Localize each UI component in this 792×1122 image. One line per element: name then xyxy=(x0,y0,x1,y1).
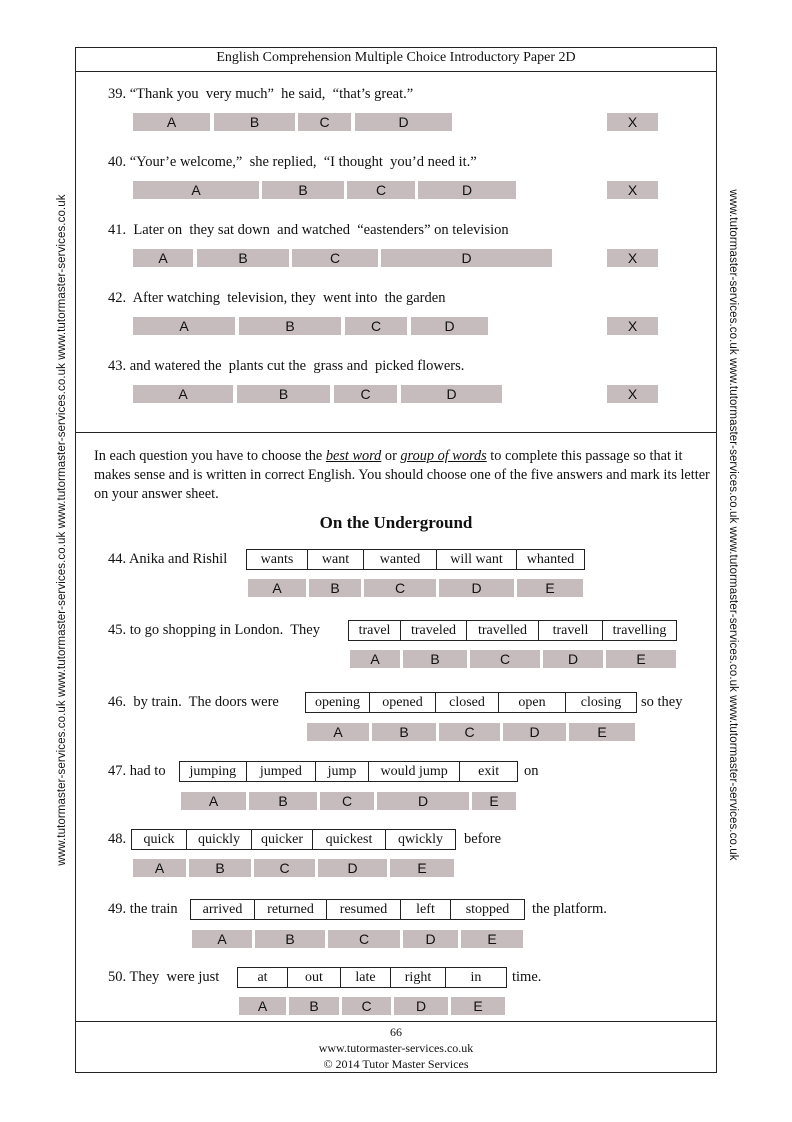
section-divider xyxy=(75,432,717,433)
letter-e[interactable]: E xyxy=(390,859,454,877)
letter-a[interactable]: A xyxy=(307,723,369,741)
question-lead: 45. to go shopping in London. They xyxy=(108,622,320,638)
letter-e[interactable]: E xyxy=(606,650,676,668)
side-watermark-left: www.tutormaster-services.co.uk www.tutormaster-services.co.uk www.tutormaster-services.co.uk www.tutormaster-services.co.uk xyxy=(56,194,68,866)
choice-c[interactable]: C xyxy=(347,181,415,199)
choice-x[interactable]: X xyxy=(607,181,658,199)
option-e[interactable]: qwickly xyxy=(397,832,444,847)
question-after: the platform. xyxy=(532,901,607,917)
option-a[interactable]: wants xyxy=(247,550,308,569)
letter-c[interactable]: C xyxy=(328,930,400,948)
letter-e[interactable]: E xyxy=(451,997,505,1015)
letter-e[interactable]: E xyxy=(461,930,523,948)
letter-b[interactable]: B xyxy=(289,997,339,1015)
choice-b[interactable]: B xyxy=(197,249,289,267)
option-group xyxy=(246,549,585,570)
letter-e[interactable]: E xyxy=(569,723,635,741)
option-a[interactable]: travel xyxy=(349,621,401,640)
question-text: 40. “Your’e welcome,” she replied, “I thought you’d need it.” xyxy=(108,154,477,170)
choice-a[interactable]: A xyxy=(133,113,210,131)
choice-d[interactable]: D xyxy=(401,385,502,403)
choice-d[interactable]: D xyxy=(355,113,452,131)
choice-b[interactable]: B xyxy=(214,113,295,131)
letter-a[interactable]: A xyxy=(239,997,286,1015)
letter-d[interactable]: D xyxy=(377,792,469,810)
option-group xyxy=(190,899,525,920)
letter-d[interactable]: D xyxy=(394,997,448,1015)
choice-d[interactable]: D xyxy=(411,317,488,335)
instructions xyxy=(94,447,716,504)
choice-c[interactable]: C xyxy=(334,385,397,403)
letter-b[interactable]: B xyxy=(309,579,361,597)
page-number: 66 xyxy=(390,1025,402,1039)
option-d[interactable]: right xyxy=(391,968,446,987)
option-c[interactable]: quicker xyxy=(252,830,313,849)
option-group xyxy=(237,967,507,988)
option-d[interactable]: open xyxy=(499,693,566,712)
instructions-text: to complete this passage so that it makes sense and is written in correct English. You should choose one of the five answers and mark its letter on your answer sheet. xyxy=(94,448,710,502)
choice-x[interactable]: X xyxy=(607,113,658,131)
choice-b[interactable]: B xyxy=(239,317,341,335)
choice-a[interactable]: A xyxy=(133,181,259,199)
option-d[interactable]: left xyxy=(401,900,451,919)
letter-c[interactable]: C xyxy=(254,859,315,877)
header-divider xyxy=(75,71,717,72)
letter-a[interactable]: A xyxy=(133,859,186,877)
choice-d[interactable]: D xyxy=(418,181,516,199)
choice-b[interactable]: B xyxy=(237,385,330,403)
option-b[interactable]: want xyxy=(308,550,364,569)
letter-c[interactable]: C xyxy=(470,650,540,668)
choice-x[interactable]: X xyxy=(607,317,658,335)
letter-b[interactable]: B xyxy=(189,859,251,877)
question-lead: 49. the train xyxy=(108,901,178,917)
choice-a[interactable]: A xyxy=(133,249,193,267)
option-e[interactable]: closing xyxy=(580,695,622,710)
option-group xyxy=(305,692,637,713)
option-a[interactable]: opening xyxy=(306,693,370,712)
choice-x[interactable]: X xyxy=(607,249,658,267)
letter-a[interactable]: A xyxy=(350,650,400,668)
option-d[interactable]: will want xyxy=(437,550,517,569)
letter-e[interactable]: E xyxy=(472,792,516,810)
letter-c[interactable]: C xyxy=(364,579,436,597)
question-after: before xyxy=(464,831,502,847)
option-d[interactable]: quickest xyxy=(313,830,386,849)
option-b[interactable]: jumped xyxy=(247,762,317,781)
option-a[interactable]: at xyxy=(238,968,288,987)
option-a[interactable]: quick xyxy=(132,830,187,849)
choice-c[interactable]: C xyxy=(298,113,351,131)
option-e[interactable]: stopped xyxy=(465,902,510,917)
choice-d[interactable]: D xyxy=(381,249,552,267)
choice-c[interactable]: C xyxy=(345,317,407,335)
question-text: 39. “Thank you very much” he said, “that’s great.” xyxy=(108,86,414,102)
question-text: 42. After watching television, they went into the garden xyxy=(108,290,446,306)
side-watermark-right: www.tutormaster-services.co.uk www.tutormaster-services.co.uk www.tutormaster-services.co.uk www.tutormaster-services.co.uk xyxy=(727,189,739,861)
option-e[interactable]: exit xyxy=(478,764,500,779)
instructions-emphasis-group-of-words: group of words xyxy=(400,448,487,464)
choice-a[interactable]: A xyxy=(133,317,235,335)
option-e[interactable]: in xyxy=(470,970,482,985)
passage-title: On the Underground xyxy=(319,513,473,532)
option-c[interactable]: closed xyxy=(436,693,499,712)
option-d[interactable]: would jump xyxy=(369,762,460,781)
instructions-text: In each question you have to choose the xyxy=(94,448,326,464)
option-c[interactable]: late xyxy=(341,968,391,987)
letter-d[interactable]: D xyxy=(543,650,603,668)
choice-b[interactable]: B xyxy=(262,181,344,199)
letter-a[interactable]: A xyxy=(181,792,246,810)
instructions-emphasis-best-word: best word xyxy=(325,448,382,464)
question-lead: 47. had to xyxy=(108,763,166,779)
question-lead: 48. xyxy=(108,831,127,847)
question-lead: 46. by train. The doors were xyxy=(108,694,279,710)
choice-x[interactable]: X xyxy=(607,385,658,403)
question-after: on xyxy=(524,763,539,779)
option-a[interactable]: jumping xyxy=(180,762,247,781)
letter-a[interactable]: A xyxy=(192,930,252,948)
option-a[interactable]: arrived xyxy=(191,900,255,919)
footer-divider xyxy=(75,1021,717,1022)
choice-a[interactable]: A xyxy=(133,385,233,403)
letter-e[interactable]: E xyxy=(517,579,583,597)
letter-b[interactable]: B xyxy=(255,930,325,948)
instructions-text: or xyxy=(381,448,401,464)
question-text: 43. and watered the plants cut the grass and picked flowers. xyxy=(108,358,465,374)
option-d[interactable]: travell xyxy=(539,621,603,640)
choice-c[interactable]: C xyxy=(292,249,378,267)
question-lead: 44. Anika and Rishil xyxy=(108,551,228,567)
option-b[interactable]: out xyxy=(288,968,341,987)
footer-url: www.tutormaster-services.co.uk xyxy=(318,1041,474,1055)
question-after: so they xyxy=(641,694,683,710)
letter-d[interactable]: D xyxy=(439,579,514,597)
letter-a[interactable]: A xyxy=(248,579,306,597)
letter-b[interactable]: B xyxy=(403,650,467,668)
option-group xyxy=(179,761,518,782)
option-b[interactable]: opened xyxy=(370,693,436,712)
question-text: 41. Later on they sat down and watched “eastenders” on television xyxy=(108,222,509,238)
option-c[interactable]: travelled xyxy=(467,621,539,640)
footer-copyright: © 2014 Tutor Master Services xyxy=(323,1057,469,1071)
letter-d[interactable]: D xyxy=(403,930,458,948)
question-after: time. xyxy=(512,969,542,985)
option-group xyxy=(348,620,677,641)
option-b[interactable]: traveled xyxy=(401,621,467,640)
question-lead: 50. They were just xyxy=(108,969,220,985)
option-group xyxy=(131,829,456,850)
page-header: English Comprehension Multiple Choice Introductory Paper 2D xyxy=(216,50,576,65)
option-c[interactable]: resumed xyxy=(327,900,401,919)
letter-c[interactable]: C xyxy=(342,997,391,1015)
option-e[interactable]: whanted xyxy=(526,552,575,567)
option-b[interactable]: returned xyxy=(255,900,327,919)
letter-d[interactable]: D xyxy=(503,723,566,741)
letter-c[interactable]: C xyxy=(320,792,374,810)
letter-c[interactable]: C xyxy=(439,723,500,741)
option-e[interactable]: travelling xyxy=(612,623,667,638)
letter-d[interactable]: D xyxy=(318,859,387,877)
option-c[interactable]: jump xyxy=(316,762,369,781)
option-c[interactable]: wanted xyxy=(364,550,437,569)
letter-b[interactable]: B xyxy=(372,723,436,741)
option-b[interactable]: quickly xyxy=(187,830,252,849)
letter-b[interactable]: B xyxy=(249,792,317,810)
